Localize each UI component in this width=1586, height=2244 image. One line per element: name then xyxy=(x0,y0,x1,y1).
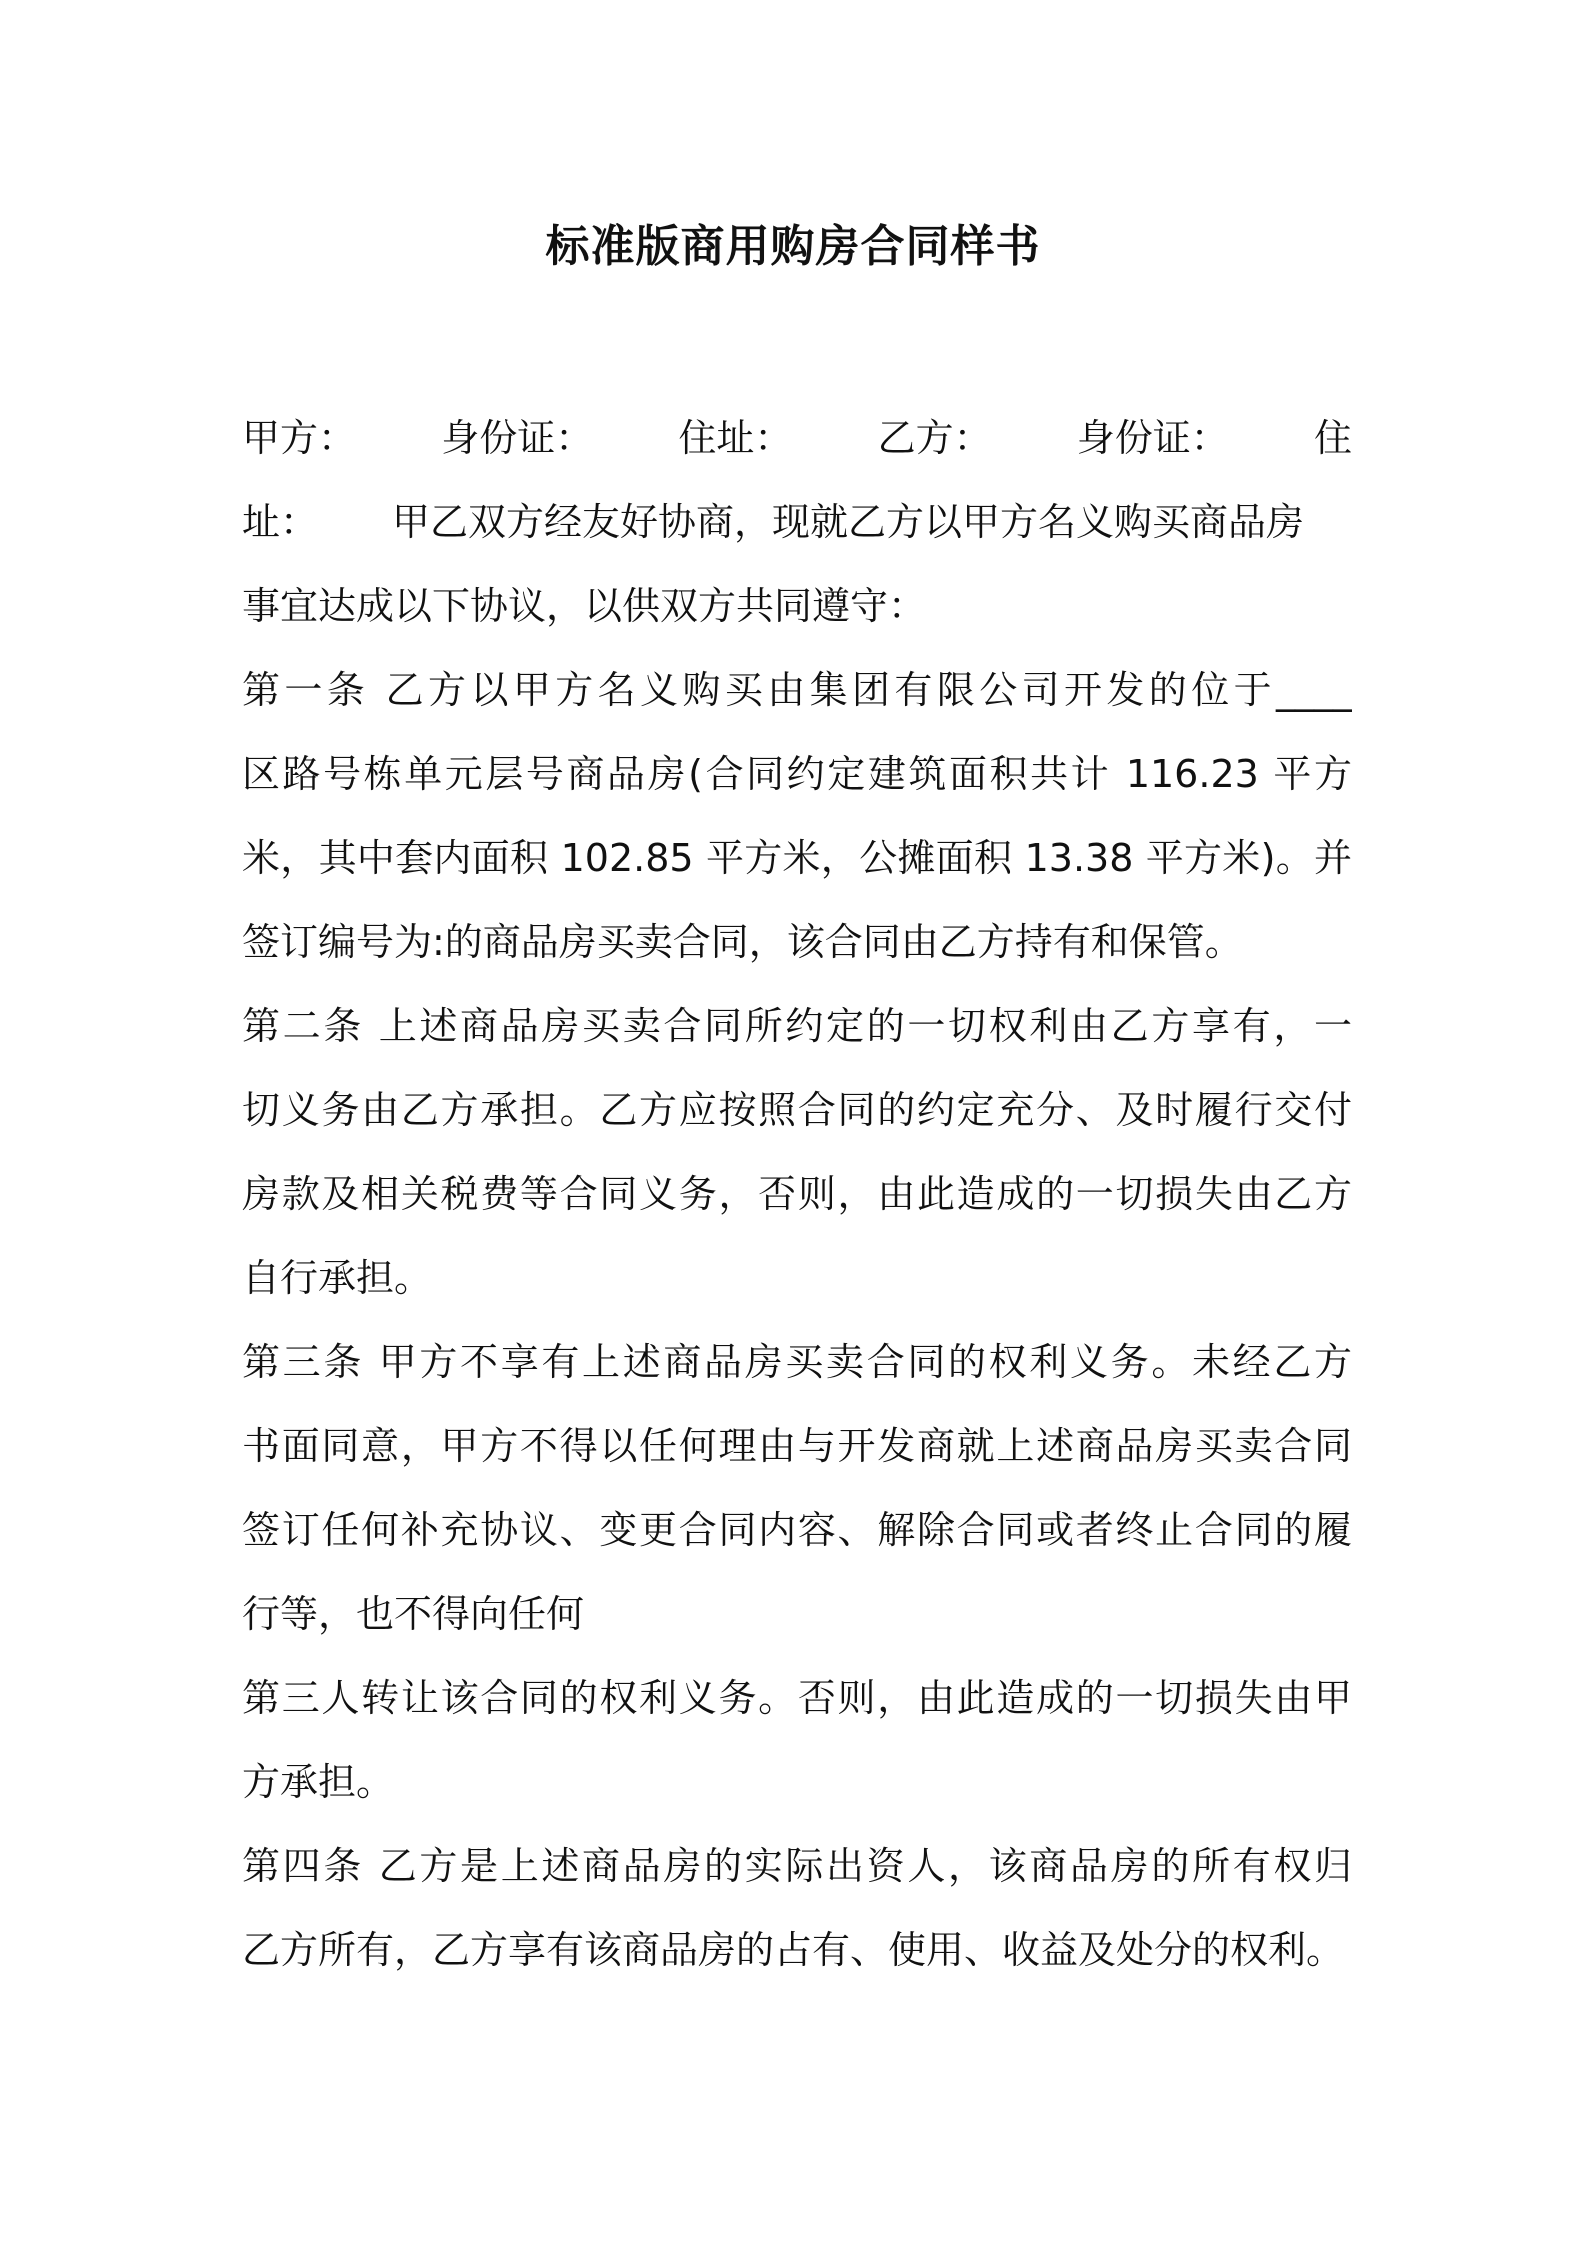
id-card-b-label: 身份证： xyxy=(1076,416,1229,460)
article-4-line: 第四条 乙方是上述商品房的实际出资人，该商品房的所有权归 xyxy=(242,1844,1352,1888)
paragraph-line: 事宜达成以下协议，以供双方共同遵守： xyxy=(242,584,927,628)
document-title: 标准版商用购房合同样书 xyxy=(545,221,1041,272)
party-a-label: 甲方： xyxy=(242,416,357,460)
intro-text: 甲乙双方经友好协商，现就乙方以甲方名义购买商品房 xyxy=(392,500,1305,544)
article-2-line: 第二条 上述商品房买卖合同所约定的一切权利由乙方享有，一 xyxy=(242,1004,1352,1048)
parties-line xyxy=(242,403,1352,473)
article-3-line: 第三条 甲方不享有上述商品房买卖合同的权利义务。未经乙方 xyxy=(242,1340,1352,1384)
article-3-line: 签订任何补充协议、变更合同内容、解除合同或者终止合同的履 xyxy=(242,1508,1352,1552)
paragraph-line xyxy=(242,487,1352,557)
article-2-line: 自行承担。 xyxy=(242,1256,433,1300)
article-3-line: 书面同意，甲方不得以任何理由与开发商就上述商品房买卖合同 xyxy=(242,1424,1352,1468)
article-1-line: 区路号栋单元层号商品房(合同约定建筑面积共计 116.23 平方 xyxy=(242,752,1352,796)
article-1-line: 第一条 乙方以甲方名义购买由集团有限公司开发的位于____ xyxy=(242,668,1352,712)
address-a-label: 住址： xyxy=(678,416,793,460)
address-b-label-end: 址： xyxy=(242,500,319,544)
party-b-label: 乙方： xyxy=(877,416,992,460)
article-3-line: 行等，也不得向任何 xyxy=(242,1592,585,1636)
article-3-line: 第三人转让该合同的权利义务。否则，由此造成的一切损失由甲 xyxy=(242,1676,1352,1720)
article-1-line: 米，其中套内面积 102.85 平方米，公摊面积 13.38 平方米)。并 xyxy=(242,836,1352,880)
article-1-line: 签订编号为:的商品房买卖合同，该合同由乙方持有和保管。 xyxy=(242,920,1243,964)
article-2-line: 房款及相关税费等合同义务，否则，由此造成的一切损失由乙方 xyxy=(242,1172,1352,1216)
article-4-line: 乙方所有，乙方享有该商品房的占有、使用、收益及处分的权利。 xyxy=(242,1928,1345,1972)
id-card-a-label: 身份证： xyxy=(441,416,594,460)
address-b-label-start: 住 xyxy=(1313,416,1352,460)
article-3-line: 方承担。 xyxy=(242,1760,395,1804)
article-2-line: 切义务由乙方承担。乙方应按照合同的约定充分、及时履行交付 xyxy=(242,1088,1352,1132)
